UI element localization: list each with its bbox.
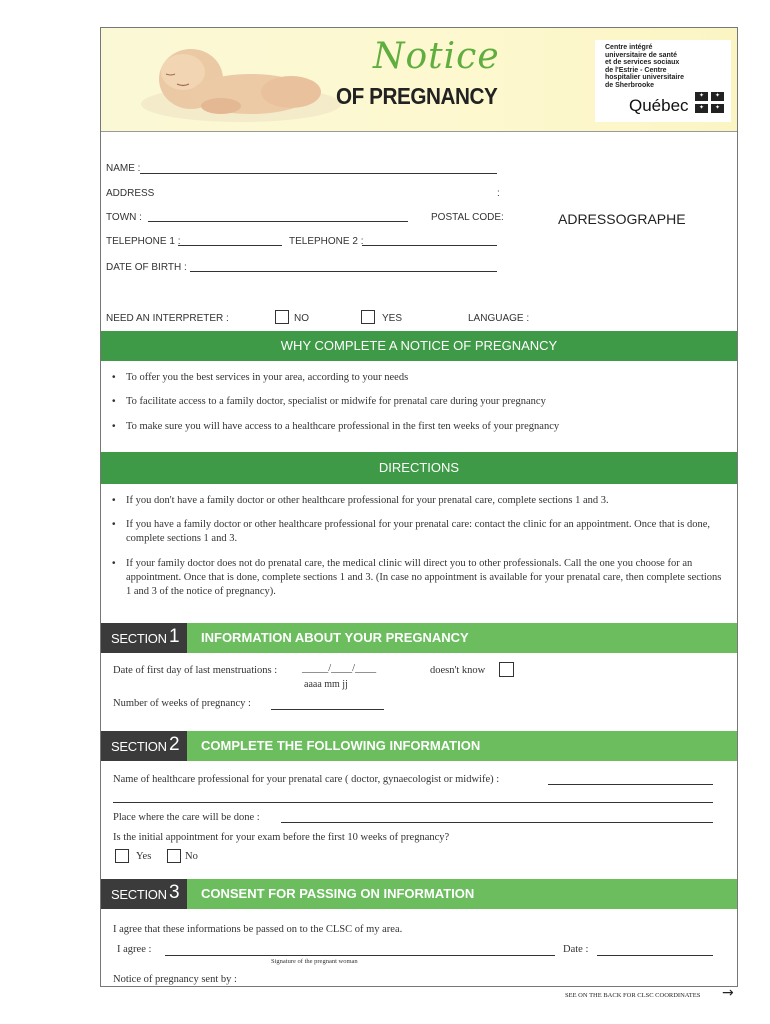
place-label: Place where the care will be done :: [113, 812, 260, 823]
professional-label: Name of healthcare professional for your prenatal care ( doctor, gynaecologist or midwife) :: [113, 774, 500, 785]
baby-illustration: [121, 34, 351, 126]
date-of-birth-label: DATE OF BIRTH :: [106, 262, 187, 273]
consent-statement: I agree that these informations be passed on to the CLSC of my area.: [113, 924, 403, 935]
initial-no-label: No: [185, 851, 198, 862]
date-field[interactable]: [597, 955, 713, 956]
ciusss-logo: [595, 40, 731, 122]
address-label: ADDRESS: [106, 188, 155, 199]
interpreter-yes-label: YES: [382, 313, 403, 324]
address-colon: :: [497, 188, 500, 199]
initial-yes-checkbox[interactable]: [115, 849, 129, 863]
arrow-right-icon: →: [722, 985, 734, 1001]
date-of-birth-field[interactable]: [190, 271, 497, 272]
initial-no-checkbox[interactable]: [167, 849, 181, 863]
interpreter-label: NEED AN INTERPRETER :: [106, 313, 229, 324]
section-3-tag: SECTION 3: [101, 879, 187, 909]
form-header: [101, 28, 737, 132]
telephone-1-label: TELEPHONE 1 :: [106, 236, 181, 247]
postal-code-label: POSTAL CODE:: [431, 212, 504, 223]
section-1-header: [101, 623, 737, 653]
signature-caption: Signature of the pregnant woman: [271, 958, 358, 965]
interpreter-no-checkbox[interactable]: [275, 310, 289, 324]
section-2-header: [101, 731, 737, 761]
professional-field-line-2[interactable]: [113, 802, 713, 803]
date-label: Date :: [563, 944, 589, 955]
see-back-note: SEE ON THE BACK FOR CLSC COORDINATES: [565, 992, 701, 999]
language-label: LANGUAGE :: [468, 313, 530, 324]
lmp-format-hint: aaaa mm jj: [304, 679, 348, 690]
directions-item: • If you don't have a family doctor or other healthcare professional for your prenatal care, complete sections 1 and 3.: [112, 495, 609, 506]
doesnt-know-checkbox[interactable]: [499, 662, 514, 677]
interpreter-no-label: NO: [294, 313, 309, 324]
name-field[interactable]: [140, 173, 497, 174]
town-label: TOWN :: [106, 212, 142, 223]
initial-yes-label: Yes: [136, 851, 152, 862]
quebec-wordmark: Québec: [629, 96, 689, 115]
i-agree-label: I agree :: [117, 944, 152, 955]
telephone-1-field[interactable]: [178, 245, 282, 246]
section-1-title: INFORMATION ABOUT YOUR PREGNANCY: [187, 623, 737, 653]
sent-by-label: Notice of pregnancy sent by :: [113, 974, 237, 985]
weeks-label: Number of weeks of pregnancy :: [113, 698, 251, 709]
title-notice: Notice: [373, 36, 500, 77]
section-2-title: COMPLETE THE FOLLOWING INFORMATION: [187, 731, 737, 761]
section-2-tag: SECTION 2: [101, 731, 187, 761]
doesnt-know-label: doesn't know: [430, 665, 486, 676]
directions-heading: DIRECTIONS: [101, 452, 737, 484]
section-1-tag: SECTION 1: [101, 623, 187, 653]
directions-item: • If your family doctor does not do prenatal care, the medical clinic will direct you to other professionals. Call the one you choose for an appointment. Once that is done, complete sections 1 and 3. (In case no appointment is available for your prenatal care, then complete sections 1 and 3 of the notice of pregnancy).: [112, 558, 722, 597]
title-of-pregnancy: OF PREGNANCY: [336, 83, 498, 109]
why-heading: WHY COMPLETE A NOTICE OF PREGNANCY: [101, 331, 737, 361]
interpreter-yes-checkbox[interactable]: [361, 310, 375, 324]
place-field[interactable]: [281, 822, 713, 823]
directions-item: • If you have a family doctor or other healthcare professional for your prenatal care: contact the clinic for an appointment. Once that is done, complete sections 1 and 3.: [112, 519, 710, 544]
why-item: • To facilitate access to a family doctor, specialist or midwife for prenatal care during your pregnancy: [112, 396, 546, 407]
town-field[interactable]: [148, 221, 408, 222]
adressographe-label: ADRESSOGRAPHE: [558, 211, 686, 227]
telephone-2-field[interactable]: [362, 245, 497, 246]
lmp-label: Date of first day of last menstruations :: [113, 665, 278, 676]
lmp-date-field[interactable]: _____/____/____: [302, 663, 377, 674]
section-3-title: CONSENT FOR PASSING ON INFORMATION: [187, 879, 737, 909]
telephone-2-label: TELEPHONE 2 :: [289, 236, 364, 247]
section-3-header: [101, 879, 737, 909]
name-label: NAME :: [106, 163, 141, 174]
why-item: • To offer you the best services in your area, according to your needs: [112, 372, 409, 383]
initial-appointment-question: Is the initial appointment for your exam before the first 10 weeks of pregnancy?: [113, 832, 450, 843]
org-name: Centre intégré universitaire de santé et de services sociaux de l'Estrie - Centre hospitalier universitaire de Sherbrooke: [605, 44, 684, 89]
quebec-flag-icon: ✦ ✦ ✦ ✦: [695, 92, 725, 114]
weeks-field[interactable]: [271, 709, 384, 710]
signature-field[interactable]: [165, 955, 555, 956]
professional-field[interactable]: [548, 784, 713, 785]
why-item: • To make sure you will have access to a healthcare professional in the first ten weeks of your pregnancy: [112, 421, 560, 432]
